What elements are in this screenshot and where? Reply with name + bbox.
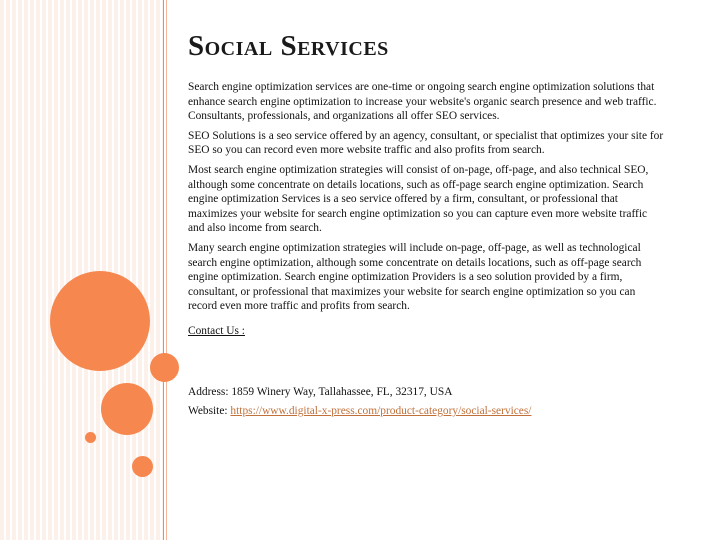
paragraph-3: Most search engine optimization strategies will consist of on-page, off-page, and also technical SEO, although some concentrate on details locations, such as off-page search engine optimization. Search engine optimization Services is a seo service offered by a firm, consultant, or professional that maximizes your website for search engine optimization so you can capture even more website traffic and also income from search. [188,163,649,235]
paragraph-4: Many search engine optimization strategies will include on-page, off-page, as well as technological search engine optimization, although some concentrate on details locations, such as off-page search engine optimization. Search engine optimization Providers is a seo solution provided by a firm, consultant, or professional that maximizes your website for search engine optimization so you can record even more traffic and profits from search. [188,241,642,313]
decorative-circle-medium [101,383,153,435]
slide-content [188,28,666,424]
address-text: Address: 1859 Winery Way, Tallahassee, FL, 32317, USA [188,385,453,398]
spacer [188,339,666,385]
decorative-circle-small-lower [132,456,153,477]
paragraph-2: SEO Solutions is a seo service offered by an agency, consultant, or specialist that optimizes your site for SEO so you can record even more website traffic and also profits from search. [188,129,664,157]
divider-line-secondary [166,0,167,540]
decorative-circle-dot [85,432,96,443]
website-link[interactable]: https://www.digital-x-press.com/product-category/social-services/ [230,405,532,418]
decorative-circle-large [50,271,150,371]
decorative-circle-small [150,353,179,382]
website-line [188,404,666,419]
website-label: Website: [188,405,231,418]
divider-line [163,0,164,540]
paragraph-1: Search engine optimization services are one-time or ongoing search engine optimization solutions that enhance search engine optimization to increase your website's organic search presence and web traffic. Consultants, professionals, and organizations all offer SEO services. [188,81,657,123]
slide-title: Social Services [188,30,389,62]
contact-us-link[interactable]: Contact Us : [188,324,245,337]
